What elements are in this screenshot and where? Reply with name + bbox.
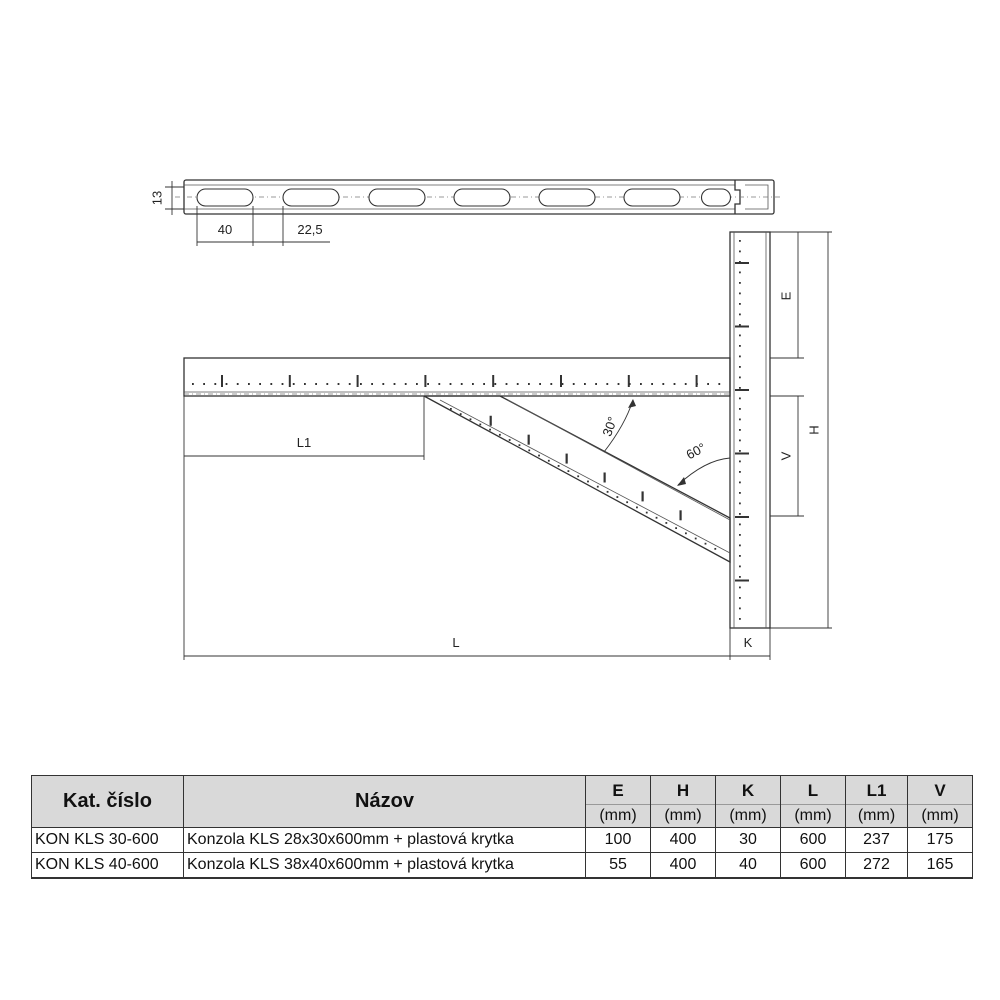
- cell-name: Konzola KLS 38x40x600mm + plastová krytka: [184, 853, 586, 879]
- angle-30: [599, 399, 636, 452]
- perforation-mark: [528, 383, 530, 385]
- perforation-mark: [674, 383, 676, 385]
- perforation-mark: [646, 512, 648, 514]
- dim-V-label: V: [778, 451, 794, 461]
- perforation-mark: [597, 486, 599, 488]
- perforation-mark: [595, 383, 597, 385]
- perforation-mark: [640, 383, 642, 385]
- header-H: [651, 776, 716, 828]
- perforation-mark: [568, 470, 570, 472]
- strut-perforations: [450, 408, 716, 550]
- perforation-mark: [735, 262, 749, 264]
- perforation-mark: [606, 383, 608, 385]
- cell-L1: 237: [846, 828, 908, 853]
- perforation-mark: [626, 501, 628, 503]
- dim-L1-label: L1: [296, 435, 312, 450]
- header-V-unit: (mm): [908, 804, 972, 825]
- perforation-mark: [714, 548, 716, 550]
- perforation-mark: [360, 383, 362, 385]
- perforation-mark: [739, 597, 741, 599]
- perforation-mark: [739, 429, 741, 431]
- top-view-profile: [175, 180, 780, 214]
- perforation-mark: [651, 383, 653, 385]
- cell-L: 600: [781, 853, 846, 879]
- perforation-mark: [739, 534, 741, 536]
- perforation-mark: [636, 506, 638, 508]
- perforation-mark: [528, 435, 530, 445]
- perforation-mark: [226, 383, 228, 385]
- header-catalog-number: Kat. číslo: [32, 776, 184, 828]
- dim-slot-length: [197, 206, 330, 246]
- perforation-mark: [739, 513, 741, 515]
- perforation-mark: [739, 566, 741, 568]
- perforation-mark: [270, 383, 272, 385]
- perforation-mark: [203, 383, 205, 385]
- profile-slots: [197, 189, 731, 206]
- header-E-label: E: [612, 780, 624, 800]
- header-L1: [846, 776, 908, 828]
- perforation-mark: [371, 383, 373, 385]
- perforation-mark: [739, 450, 741, 452]
- perforation-mark: [438, 383, 440, 385]
- perforation-mark: [739, 398, 741, 400]
- perforation-mark: [739, 272, 741, 274]
- perforation-mark: [326, 383, 328, 385]
- perforation-mark: [695, 538, 697, 540]
- perforation-mark: [739, 503, 741, 505]
- header-K-label: K: [741, 780, 755, 800]
- perforation-mark: [584, 383, 586, 385]
- perforation-mark: [237, 383, 239, 385]
- perforation-mark: [460, 413, 462, 415]
- perforation-mark: [490, 416, 492, 426]
- dim-E-label: E: [778, 291, 794, 301]
- perforation-mark: [685, 532, 687, 534]
- perforation-mark: [382, 383, 384, 385]
- cell-catalog-number: KON KLS 40-600: [32, 853, 184, 879]
- cell-H: 400: [651, 828, 716, 853]
- perforation-mark: [560, 375, 562, 387]
- perforation-mark: [696, 375, 698, 387]
- perforation-mark: [519, 444, 521, 446]
- perforation-mark: [739, 471, 741, 473]
- header-H-label: H: [676, 780, 690, 800]
- header-H-unit: (mm): [651, 804, 715, 825]
- perforation-mark: [566, 454, 568, 464]
- cell-K: 40: [716, 853, 781, 879]
- perforation-mark: [735, 453, 749, 455]
- perforation-mark: [539, 383, 541, 385]
- perforation-mark: [357, 375, 359, 387]
- dim-E: [770, 232, 804, 358]
- header-L1-unit: (mm): [846, 804, 907, 825]
- header-L-label: L: [807, 780, 819, 800]
- perforation-mark: [739, 335, 741, 337]
- perforation-mark: [739, 587, 741, 589]
- perforation-mark: [656, 517, 658, 519]
- perforation-mark: [735, 389, 749, 391]
- perforation-mark: [739, 618, 741, 620]
- perforation-mark: [548, 460, 550, 462]
- perforation-mark: [616, 496, 618, 498]
- table-row: [32, 828, 973, 853]
- perforation-mark: [739, 492, 741, 494]
- perforation-mark: [450, 408, 452, 410]
- angle-60: [677, 440, 730, 486]
- angle-60-label: 60°: [683, 439, 709, 463]
- dim-H: [770, 232, 832, 628]
- bracket-horizontal-arm: [184, 358, 730, 396]
- perforation-mark: [707, 383, 709, 385]
- cell-H: 400: [651, 853, 716, 879]
- perforation-mark: [607, 491, 609, 493]
- post-perforations: [735, 240, 749, 620]
- perforation-mark: [739, 440, 741, 442]
- perforation-mark: [461, 383, 463, 385]
- dim-L: [184, 460, 730, 660]
- dim-slot-gap-label: 22,5: [297, 222, 323, 237]
- header-L: [781, 776, 846, 828]
- perforation-mark: [416, 383, 418, 385]
- perforation-mark: [394, 383, 396, 385]
- perforation-mark: [282, 383, 284, 385]
- perforation-mark: [492, 375, 494, 387]
- perforation-mark: [489, 429, 491, 431]
- perforation-mark: [221, 375, 223, 387]
- perforation-mark: [739, 576, 741, 578]
- perforation-mark: [538, 455, 540, 457]
- dim-L-label: L: [452, 635, 460, 650]
- table-header-row: [32, 776, 973, 828]
- perforation-mark: [517, 383, 519, 385]
- cell-E: 55: [586, 853, 651, 879]
- header-K-unit: (mm): [716, 804, 780, 825]
- cell-catalog-number: KON KLS 30-600: [32, 828, 184, 853]
- perforation-mark: [739, 366, 741, 368]
- perforation-mark: [739, 419, 741, 421]
- dim-K-label: K: [743, 635, 753, 650]
- perforation-mark: [739, 555, 741, 557]
- header-V-label: V: [934, 780, 946, 800]
- cell-E: 100: [586, 828, 651, 853]
- perforation-mark: [739, 377, 741, 379]
- perforation-mark: [735, 326, 749, 328]
- header-L1-label: L1: [866, 780, 887, 800]
- angle-30-label: 30°: [599, 414, 621, 439]
- perforation-mark: [192, 383, 194, 385]
- perforation-mark: [739, 524, 741, 526]
- perforation-mark: [739, 608, 741, 610]
- perforation-mark: [315, 383, 317, 385]
- perforation-mark: [509, 439, 511, 441]
- header-K: [716, 776, 781, 828]
- dim-profile-height-label: 13: [149, 190, 165, 206]
- perforation-mark: [739, 545, 741, 547]
- dim-L1: [184, 396, 424, 460]
- header-V: [908, 776, 973, 828]
- dim-profile-height: [149, 181, 184, 215]
- cell-K: 30: [716, 828, 781, 853]
- header-E: [586, 776, 651, 828]
- perforation-mark: [427, 383, 429, 385]
- perforation-mark: [618, 383, 620, 385]
- perforation-mark: [424, 375, 426, 387]
- perforation-mark: [739, 408, 741, 410]
- perforation-mark: [304, 383, 306, 385]
- specification-table: [31, 775, 973, 879]
- perforation-mark: [214, 383, 216, 385]
- dim-slot-length-label: 40: [217, 222, 233, 237]
- dim-H-label: H: [806, 425, 822, 435]
- perforation-mark: [289, 375, 291, 387]
- perforation-mark: [642, 491, 644, 501]
- perforation-mark: [718, 383, 720, 385]
- perforation-mark: [739, 482, 741, 484]
- perforation-mark: [735, 580, 749, 582]
- perforation-mark: [739, 293, 741, 295]
- perforation-mark: [739, 345, 741, 347]
- perforation-mark: [338, 383, 340, 385]
- perforation-mark: [558, 465, 560, 467]
- perforation-mark: [494, 383, 496, 385]
- header-L-unit: (mm): [781, 804, 845, 825]
- perforation-mark: [405, 383, 407, 385]
- cell-name: Konzola KLS 28x30x600mm + plastová krytka: [184, 828, 586, 853]
- perforation-mark: [739, 461, 741, 463]
- perforation-mark: [248, 383, 250, 385]
- cell-V: 165: [908, 853, 973, 879]
- perforation-mark: [528, 449, 530, 451]
- perforation-mark: [349, 383, 351, 385]
- perforation-mark: [550, 383, 552, 385]
- perforation-mark: [739, 303, 741, 305]
- cell-L: 600: [781, 828, 846, 853]
- header-E-unit: (mm): [586, 804, 650, 825]
- perforation-mark: [739, 387, 741, 389]
- perforation-mark: [259, 383, 261, 385]
- perforation-mark: [293, 383, 295, 385]
- perforation-mark: [739, 282, 741, 284]
- perforation-mark: [739, 251, 741, 253]
- perforation-mark: [679, 510, 681, 520]
- cell-L1: 272: [846, 853, 908, 879]
- perforation-mark: [735, 516, 749, 518]
- table-row: [32, 853, 973, 879]
- perforation-mark: [573, 383, 575, 385]
- perforation-mark: [662, 383, 664, 385]
- arm-perforations: [192, 375, 720, 387]
- perforation-mark: [587, 481, 589, 483]
- cell-V: 175: [908, 828, 973, 853]
- perforation-mark: [675, 527, 677, 529]
- perforation-mark: [604, 472, 606, 482]
- perforation-mark: [705, 543, 707, 545]
- perforation-mark: [628, 375, 630, 387]
- perforation-mark: [479, 424, 481, 426]
- bracket-vertical-post: [730, 232, 770, 628]
- perforation-mark: [739, 240, 741, 242]
- perforation-mark: [739, 356, 741, 358]
- perforation-mark: [577, 475, 579, 477]
- perforation-mark: [472, 383, 474, 385]
- dim-K: [730, 628, 770, 660]
- perforation-mark: [450, 383, 452, 385]
- perforation-mark: [506, 383, 508, 385]
- perforation-mark: [739, 314, 741, 316]
- perforation-mark: [470, 418, 472, 420]
- header-name: Názov: [184, 776, 586, 828]
- perforation-mark: [665, 522, 667, 524]
- perforation-mark: [685, 383, 687, 385]
- perforation-mark: [483, 383, 485, 385]
- dim-V: [770, 396, 804, 516]
- perforation-mark: [499, 434, 501, 436]
